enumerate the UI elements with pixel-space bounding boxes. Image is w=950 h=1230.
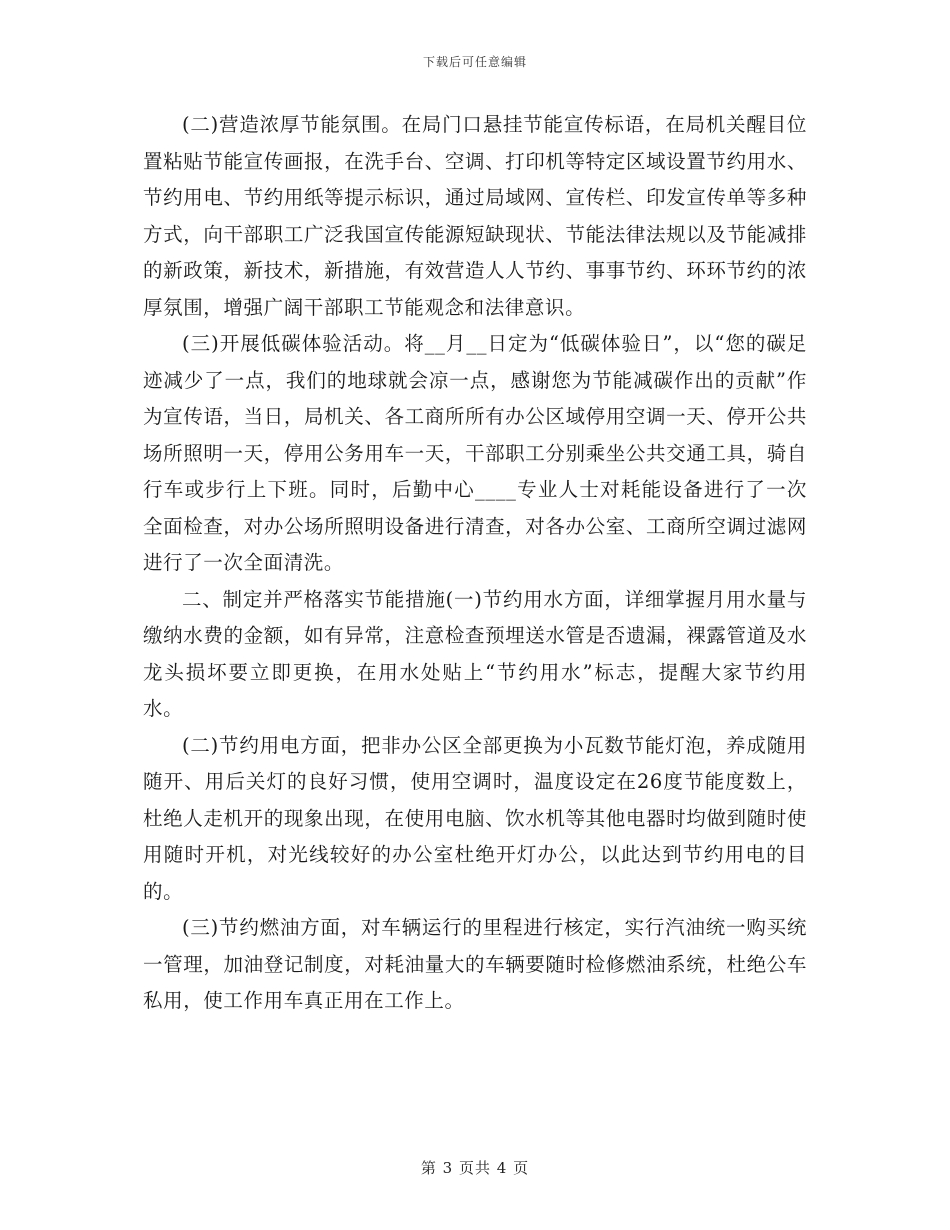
document-body — [143, 107, 807, 1020]
paragraph-low-carbon-activity: (三)开展低碳体验活动。将__月__日定为“低碳体验日”，以“您的碳足迹减少了一点，我们的地球就会凉一点，感谢您为节能减碳作出的贡献”作为宣传语，当日，局机关、各工商所所有办公区域停用空调一天、停开公共场所照明一天，停用公务用车一天，干部职工分别乘坐公共交通工具，骑自行车或步行上下班。同时，后勤中心____专业人士对耗能设备进行了一次全面检查，对办公场所照明设备进行清查，对各办公室、工商所空调过滤网进行了一次全面清洗。 — [143, 332, 807, 574]
paragraph-create-atmosphere: (二)营造浓厚节能氛围。在局门口悬挂节能宣传标语，在局机关醒目位置粘贴节能宣传画报，在洗手台、空调、打印机等特定区域设置节约用水、节约用电、节约用纸等提示标识，通过局域网、宣传栏、印发宣传单等多种方式，向干部职工广泛我国宣传能源短缺现状、节能法律法规以及节能减排的新政策，新技术，新措施，有效营造人人节约、事事节约、环环节约的浓厚氛围，增强广阔干部职工节能观念和法律意识。 — [143, 113, 807, 319]
paragraph-electricity-saving: (二)节约用电方面，把非办公区全部更换为小瓦数节能灯泡，养成随用随开、用后关灯的良好习惯，使用空调时，温度设定在26度节能度数上，杜绝人走机开的现象出现，在使用电脑、饮水机等其他电器时均做到随时使用随时开机，对光线较好的办公室杜绝开灯办公，以此达到节约用电的目的。 — [143, 733, 807, 903]
paragraph-fuel-saving: (三)节约燃油方面，对车辆运行的里程进行核定，实行汽油统一购买统一管理，加油登记制度，对耗油量大的车辆要随时检修燃油系统，杜绝公车私用，使工作用车真正用在工作上。 — [143, 916, 807, 1012]
page-number-footer: 第 3 页共 4 页 — [420, 1159, 530, 1177]
page-header: 下载后可任意编辑 — [422, 55, 527, 69]
paragraph-water-saving: 二、制定并严格落实节能措施(一)节约用水方面，详细掌握月用水量与缴纳水费的金额，如有异常，注意检查预埋送水管是否遗漏，裸露管道及水龙头损坏要立即更换，在用水处贴上“节约用水”标志，提醒大家节约用水。 — [143, 587, 807, 720]
